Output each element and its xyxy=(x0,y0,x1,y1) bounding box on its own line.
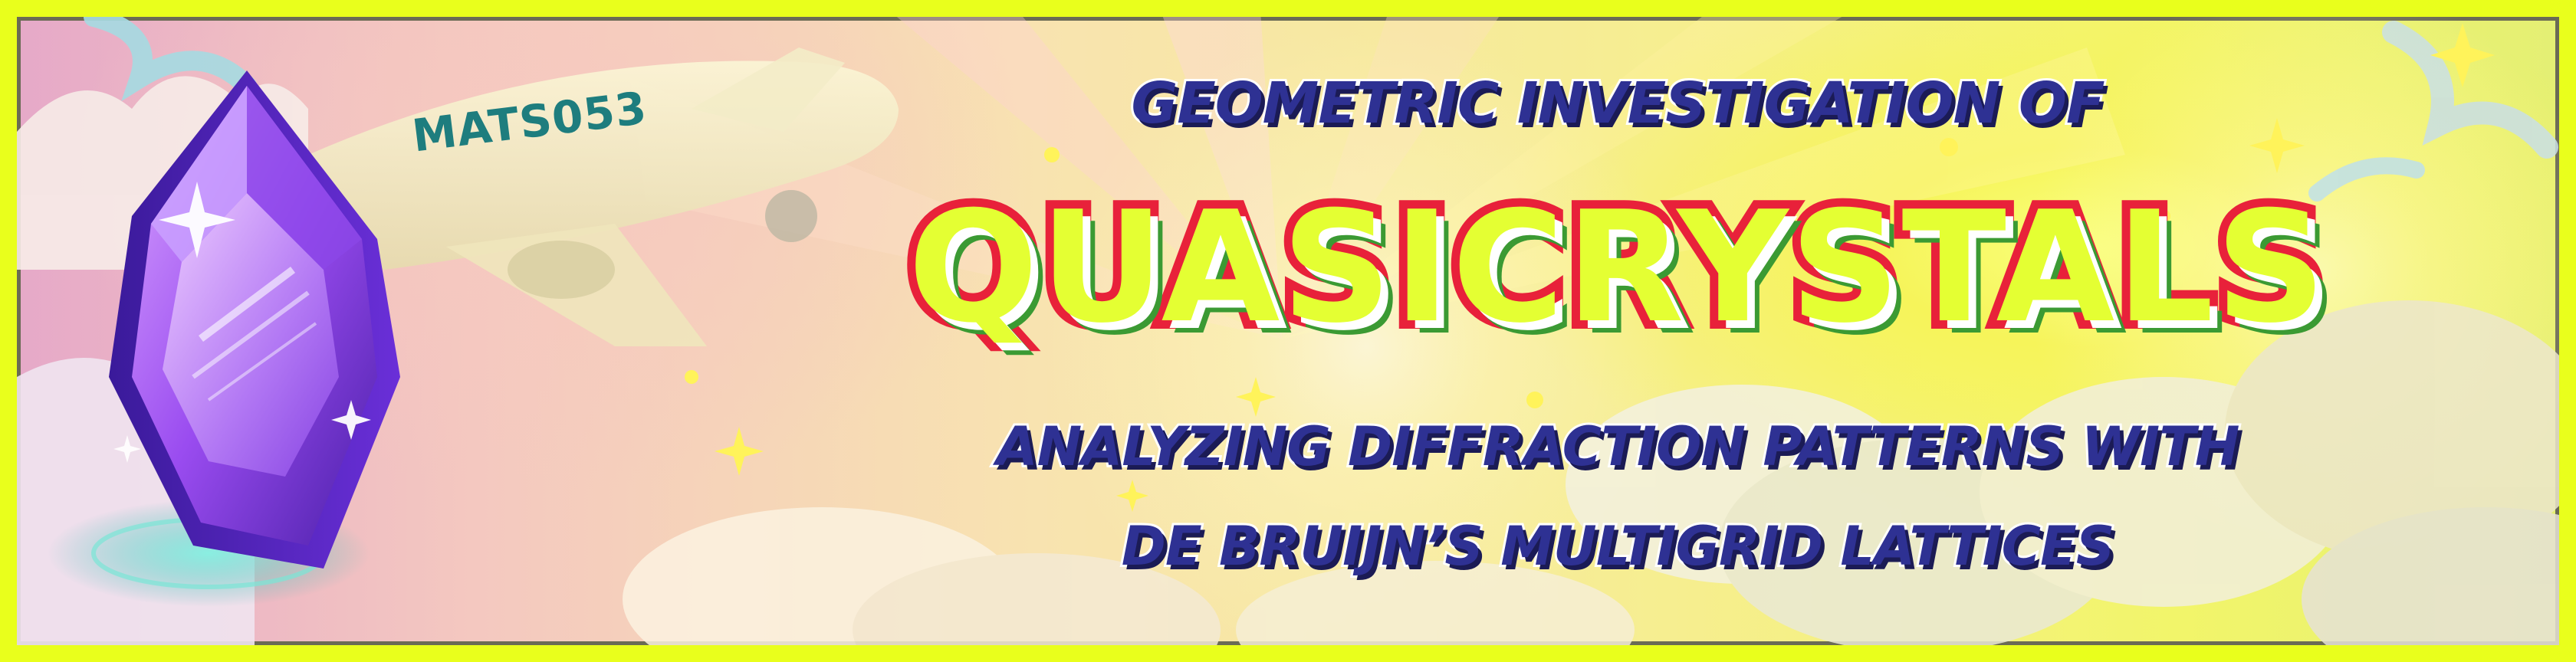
heading-line-text: GEOMETRIC INVESTIGATION OF xyxy=(1131,70,2104,136)
subtitle-line-2 xyxy=(17,515,2559,578)
main-title xyxy=(17,179,2559,357)
heading-line xyxy=(17,70,2559,136)
banner-background xyxy=(17,17,2559,645)
subtitle-line-1-text: ANALYZING DIFFRACTION PATTERNS WITH xyxy=(996,415,2239,478)
main-title-text: QUASICRYSTALS xyxy=(908,179,2328,357)
subtitle-line-1 xyxy=(17,415,2559,479)
plane-code-label: MATS053 xyxy=(409,81,650,162)
subtitle-line-2-text: DE BRUIJN’S MULTIGRID LATTICES xyxy=(1121,515,2114,578)
